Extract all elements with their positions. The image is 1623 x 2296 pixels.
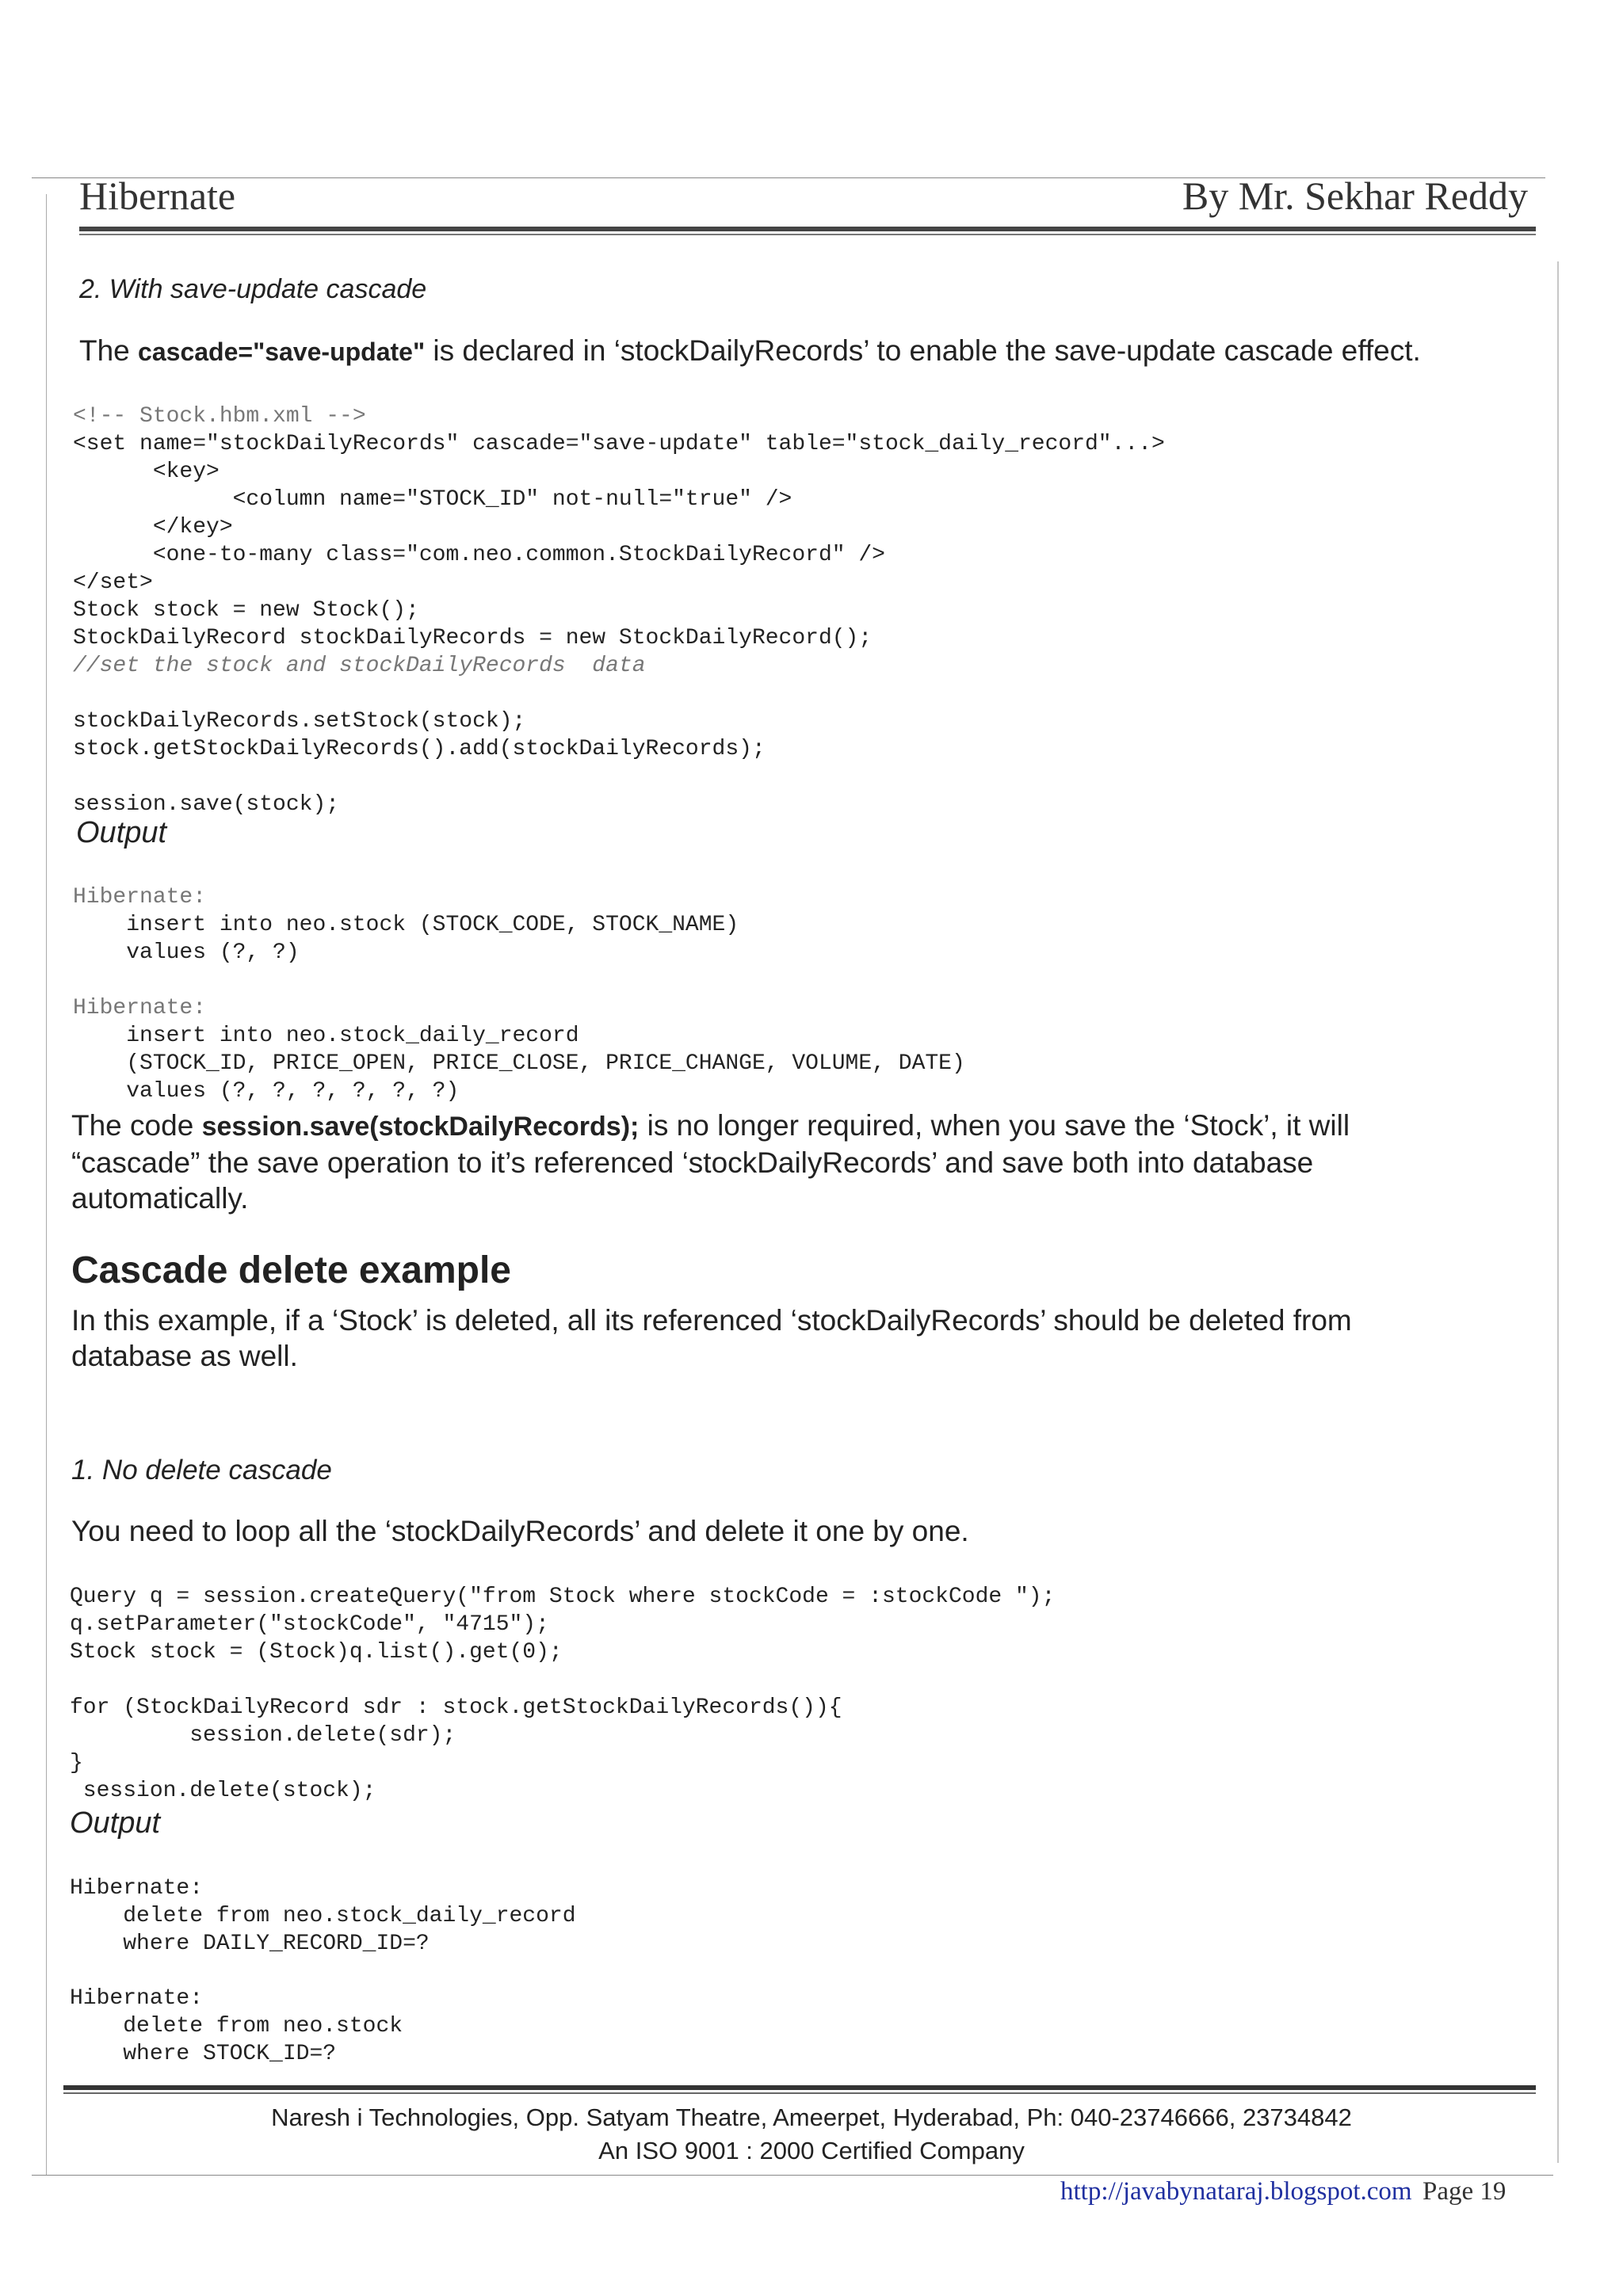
- cascade-delete-title: Cascade delete example: [71, 1249, 511, 1291]
- code-line: Stock stock = (Stock)q.list().get(0);: [70, 1640, 563, 1665]
- code-line: <column name="STOCK_ID" not-null="true" />: [73, 487, 792, 512]
- footer-certification: An ISO 9001 : 2000 Certified Company: [598, 2137, 1025, 2164]
- delete-output-block-2: [70, 1985, 403, 2068]
- page-border-bottom: [32, 2175, 1553, 2176]
- intro-line: In this example, if a ‘Stock’ is deleted, all its referenced ‘stockDailyRecords’ should be deleted from: [71, 1304, 1352, 1337]
- footer-address: Naresh i Technologies, Opp. Satyam Theatre, Ameerpet, Hyderabad, Ph: 040-23746666, 23734842: [271, 2103, 1352, 2131]
- code-line: stock.getStockDailyRecords().add(stockDailyRecords);: [73, 737, 766, 761]
- save-update-code-block: [73, 402, 1165, 818]
- code-line: </set>: [73, 570, 153, 595]
- save-update-output-block-2: [73, 994, 965, 1105]
- code-line: </key>: [73, 515, 233, 540]
- code-line: session.delete(sdr);: [70, 1723, 456, 1748]
- code-line: Hibernate:: [70, 1876, 204, 1901]
- header-rule-thin: [79, 234, 1536, 235]
- delete-code-block: [70, 1583, 1055, 1805]
- code-line: Stock stock = new Stock();: [73, 598, 419, 623]
- save-update-output-label: Output: [76, 816, 167, 849]
- code-line: insert into neo.stock_daily_record: [73, 1024, 579, 1048]
- code-line: delete from neo.stock_daily_record: [70, 1904, 576, 1928]
- code-line: [70, 1666, 1055, 1694]
- code-comment: //set the stock and stockDailyRecords data: [73, 654, 646, 678]
- code-line: Query q = session.createQuery("from Stock where stockCode = :stockCode ");: [70, 1585, 1056, 1609]
- note-code: session.save(stockDailyRecords);: [201, 1112, 640, 1142]
- delete-output-block-1: [70, 1875, 576, 1958]
- code-line: for (StockDailyRecord sdr : stock.getStockDailyRecords()){: [70, 1695, 842, 1720]
- code-line: }: [70, 1751, 83, 1775]
- header-rule: [79, 227, 1536, 231]
- note-text-rest: is no longer required, when you save the ‘Stock’, it will: [639, 1109, 1350, 1142]
- save-update-heading: 2. With save-update cascade: [79, 274, 427, 304]
- code-line: <set name="stockDailyRecords" cascade="save-update" table="stock_daily_record"...>: [73, 432, 1165, 456]
- header-author: By Mr. Sekhar Reddy: [1182, 174, 1528, 218]
- blog-link[interactable]: http://javabynataraj.blogspot.com: [1060, 2177, 1412, 2206]
- code-line: stockDailyRecords.setStock(stock);: [73, 709, 526, 734]
- code-line: insert into neo.stock (STOCK_CODE, STOCK_NAME): [73, 913, 739, 937]
- code-line: delete from neo.stock: [70, 2014, 403, 2039]
- code-line: [73, 680, 1165, 707]
- save-update-intro: [79, 333, 1421, 370]
- cascade-delete-intro: [71, 1302, 1529, 1374]
- intro-code: cascade="save-update": [138, 338, 426, 366]
- note-line: “cascade” the save operation to it’s referenced ‘stockDailyRecords’ and save both into database: [71, 1146, 1314, 1179]
- no-delete-cascade-heading: 1. No delete cascade: [71, 1455, 332, 1486]
- note-text: The code: [71, 1109, 202, 1142]
- code-line: values (?, ?, ?, ?, ?, ?): [73, 1079, 460, 1104]
- code-line: session.save(stock);: [73, 792, 340, 817]
- intro-line: database as well.: [71, 1340, 298, 1372]
- save-update-note: [71, 1108, 1498, 1216]
- footer-rule: [63, 2085, 1536, 2090]
- header-title: Hibernate: [79, 174, 236, 218]
- code-line: [73, 763, 1165, 791]
- code-line: values (?, ?): [73, 940, 300, 965]
- page-border-right: [1557, 261, 1559, 2163]
- code-line: (STOCK_ID, PRICE_OPEN, PRICE_CLOSE, PRICE_CHANGE, VOLUME, DATE): [73, 1051, 965, 1076]
- code-line: <key>: [73, 460, 220, 484]
- code-line: StockDailyRecord stockDailyRecords = new StockDailyRecord();: [73, 626, 873, 650]
- footer-rule-thin: [63, 2092, 1536, 2094]
- page-border-left: [46, 194, 47, 2175]
- intro-text-rest: is declared in ‘stockDailyRecords’ to enable the save-update cascade effect.: [425, 334, 1421, 367]
- code-line: <!-- Stock.hbm.xml -->: [73, 404, 366, 429]
- delete-output-label: Output: [70, 1806, 161, 1840]
- save-update-output-block-1: [73, 883, 739, 967]
- note-line: automatically.: [71, 1182, 249, 1215]
- code-line: <one-to-many class="com.neo.common.StockDailyRecord" />: [73, 543, 885, 567]
- code-line: session.delete(stock);: [70, 1779, 376, 1803]
- code-line: where DAILY_RECORD_ID=?: [70, 1932, 430, 1956]
- code-line: Hibernate:: [70, 1986, 204, 2011]
- code-line: where STOCK_ID=?: [70, 2042, 337, 2066]
- no-delete-cascade-para: You need to loop all the ‘stockDailyRecords’ and delete it one by one.: [71, 1515, 969, 1547]
- intro-text: The: [79, 334, 139, 367]
- code-line: Hibernate:: [73, 996, 207, 1020]
- page-number: Page 19: [1423, 2177, 1507, 2206]
- code-line: Hibernate:: [73, 885, 207, 910]
- code-line: q.setParameter("stockCode", "4715");: [70, 1612, 549, 1637]
